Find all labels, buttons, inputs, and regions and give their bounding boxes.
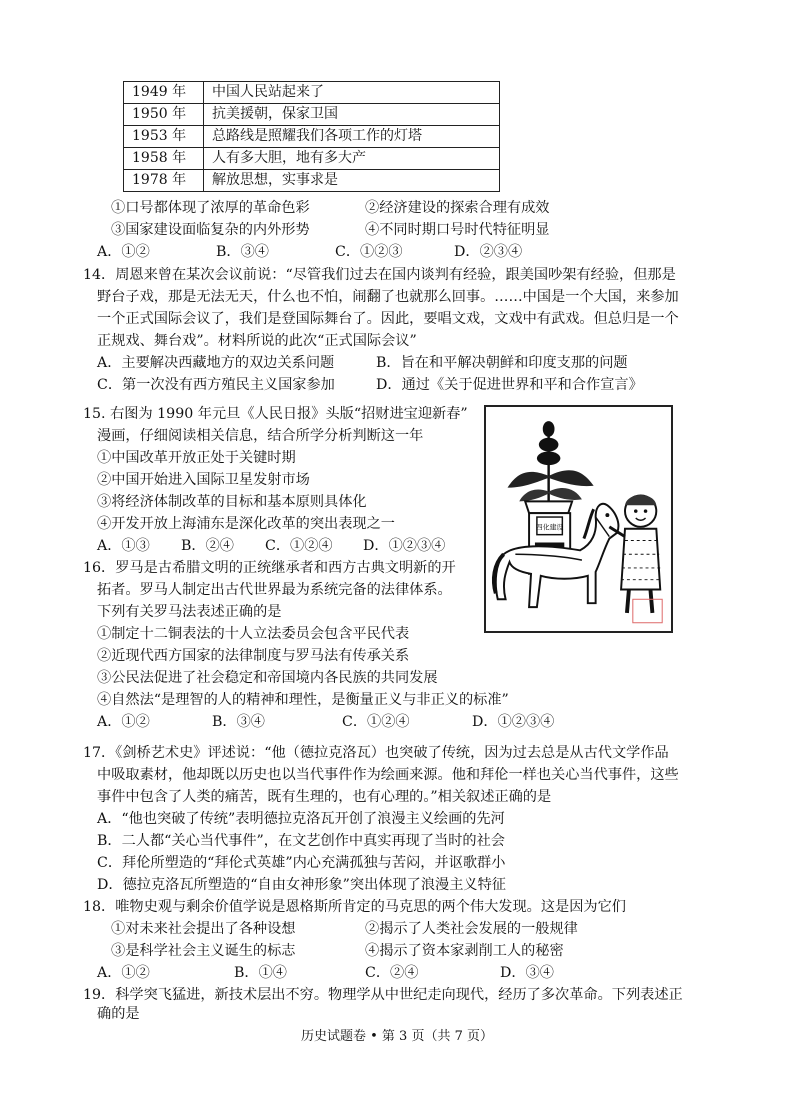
- slogan-cell: 中国人民站起来了: [204, 82, 500, 104]
- table-row: [124, 104, 500, 126]
- q15-line-2: 漫画，仔细阅读相关信息，结合所学分析判断这一年: [97, 428, 424, 444]
- q16-line-2: 拓者。罗马人制定出古代世界最为系统完备的法律体系。: [97, 582, 452, 598]
- slogan-cell: 解放思想，实事求是: [204, 170, 500, 192]
- q13-statement-4: ④不同时期口号时代特征明显: [365, 222, 550, 238]
- q16-statement-2: ②近现代西方国家的法律制度与罗马法有传承关系: [97, 648, 410, 664]
- q17-line-2: 中吸取素材，他却既以历史也以当代事件作为绘画来源。他和拜伦一样也关心当代事件，这些: [97, 767, 679, 783]
- q14-line-3: 一个正式国际会议了，我们是登国际舞台了。因此，要唱文戏，文戏中有武戏。但总归是一个: [97, 311, 679, 327]
- q16-statement-1: ①制定十二铜表法的十人立法委员会包含平民代表: [97, 626, 410, 642]
- q18-option-a[interactable]: A．①②: [97, 965, 150, 981]
- q15-option-d[interactable]: D．①②③④: [363, 538, 446, 554]
- q17-line-1: 17．《剑桥艺术史》评述说：“他（德拉克洛瓦）也突破了传统，因为过去总是从古代文学作品: [83, 745, 669, 761]
- q16-option-c[interactable]: C．①②④: [342, 714, 410, 730]
- slogan-cell: 总路线是照耀我们各项工作的灯塔: [204, 126, 500, 148]
- q16-statement-3: ③公民法促进了社会稳定和帝国境内各民族的共同发展: [97, 670, 438, 686]
- q13-statement-1: ①口号都体现了浓厚的革命色彩: [111, 200, 310, 216]
- q13-statement-3: ③国家建设面临复杂的内外形势: [111, 222, 310, 238]
- q18-option-b[interactable]: B．①④: [234, 965, 287, 981]
- table-row: [124, 170, 500, 192]
- slogan-cell: 抗美援朝，保家卫国: [204, 104, 500, 126]
- q15-statement-2: ②中国开始进入国际卫星发射市场: [97, 472, 310, 488]
- q14-option-b[interactable]: B．旨在和平解决朝鲜和印度支那的问题: [376, 355, 628, 371]
- cartoon-image: [484, 405, 673, 633]
- year-cell: 1949 年: [124, 82, 204, 104]
- q17-line-3: 事件中包含了人类的痛苦，既有生理的，也有心理的。”相关叙述正确的是: [97, 789, 552, 805]
- q17-option-c[interactable]: C．拜伦所塑造的“拜伦式英雄”内心充满孤独与苦闷，并讴歌群小: [97, 855, 506, 871]
- q16-statement-4: ④自然法“是理智的人的精神和理性，是衡量正义与非正义的标准”: [97, 692, 509, 708]
- q17-option-b[interactable]: B．二人都“关心当代事件”，在文艺创作中真实再现了当时的社会: [97, 833, 505, 849]
- year-cell: 1953 年: [124, 126, 204, 148]
- q16-line-1: 16．罗马是古希腊文明的正统继承者和西方古典文明新的开: [83, 560, 456, 576]
- slogan-table: [123, 81, 500, 192]
- q18-line-1: 18．唯物史观与剩余价值学说是恩格斯所肯定的马克思的两个伟大发现。这是因为它们: [83, 899, 626, 915]
- q15-statement-3: ③将经济体制改革的目标和基本原则具体化: [97, 494, 367, 510]
- table-row: [124, 126, 500, 148]
- q13-option-c[interactable]: C．①②③: [335, 244, 403, 260]
- table-row: [124, 82, 500, 104]
- q16-option-d[interactable]: D．①②③④: [472, 714, 555, 730]
- q18-option-c[interactable]: C．②④: [365, 965, 419, 981]
- q14-option-c[interactable]: C．第一次没有西方殖民主义国家参加: [97, 377, 335, 393]
- year-cell: 1950 年: [124, 104, 204, 126]
- q18-statement-2: ②揭示了人类社会发展的一般规律: [365, 921, 578, 937]
- q17-option-d[interactable]: D．德拉克洛瓦所塑造的“自由女神形象”突出体现了浪漫主义特征: [97, 877, 506, 893]
- q15-option-c[interactable]: C．①②④: [265, 538, 333, 554]
- q14-line-1: 14．周恩来曾在某次会议前说：“尽管我们过去在国内谈判有经验，跟美国吵架有经验，但那是: [83, 267, 676, 283]
- q15-option-b[interactable]: B．②④: [181, 538, 234, 554]
- table-row: [124, 148, 500, 170]
- horse-and-child-illustration: [486, 407, 671, 631]
- q14-option-d[interactable]: D．通过《关于促进世界和平和合作宣言》: [376, 377, 643, 393]
- q15-option-a[interactable]: A．①③: [97, 538, 150, 554]
- q18-option-d[interactable]: D．③④: [500, 965, 554, 981]
- q13-option-d[interactable]: D．②③④: [454, 244, 523, 260]
- year-cell: 1958 年: [124, 148, 204, 170]
- q14-option-a[interactable]: A．主要解决西藏地方的双边关系问题: [97, 355, 335, 371]
- q18-statement-1: ①对未来社会提出了各种设想: [111, 921, 296, 937]
- q15-statement-1: ①中国改革开放正处于关键时期: [97, 450, 296, 466]
- q18-statement-4: ④揭示了资本家剥削工人的秘密: [365, 943, 564, 959]
- q19-line-1: 19．科学突飞猛进，新技术层出不穷。物理学从中世纪走向现代，经历了多次革命。下列表述正: [83, 987, 683, 1003]
- q14-line-2: 野台子戏，那是无法无天，什么也不怕，闹翻了也就那么回事。……中国是一个大国，来参加: [97, 289, 679, 305]
- q14-line-4: 正规戏、舞台戏”。材料所说的此次“正式国际会议”: [97, 333, 417, 349]
- q15-line-1: 15. 右图为 1990 年元旦《人民日报》头版“招财进宝迎新春”: [83, 406, 468, 422]
- q13-option-a[interactable]: A．①②: [97, 244, 150, 260]
- year-cell: 1978 年: [124, 170, 204, 192]
- q19-line-2: 确的是: [97, 1006, 140, 1022]
- q16-option-b[interactable]: B．③④: [212, 714, 265, 730]
- q18-statement-3: ③是科学社会主义诞生的标志: [111, 943, 296, 959]
- q15-statement-4: ④开发开放上海浦东是深化改革的突出表现之一: [97, 516, 395, 532]
- cartoon-badge-text: 四化建设: [535, 523, 564, 532]
- q13-statement-2: ②经济建设的探索合理有成效: [365, 200, 550, 216]
- page-footer: 历史试题卷 • 第 3 页（共 7 页）: [300, 1029, 493, 1044]
- q17-option-a[interactable]: A．“他也突破了传统”表明德拉克洛瓦开创了浪漫主义绘画的先河: [97, 811, 505, 827]
- slogan-cell: 人有多大胆，地有多大产: [204, 148, 500, 170]
- q13-option-b[interactable]: B．③④: [216, 244, 269, 260]
- q16-line-3: 下列有关罗马法表述正确的是: [97, 604, 282, 620]
- q16-option-a[interactable]: A．①②: [97, 714, 150, 730]
